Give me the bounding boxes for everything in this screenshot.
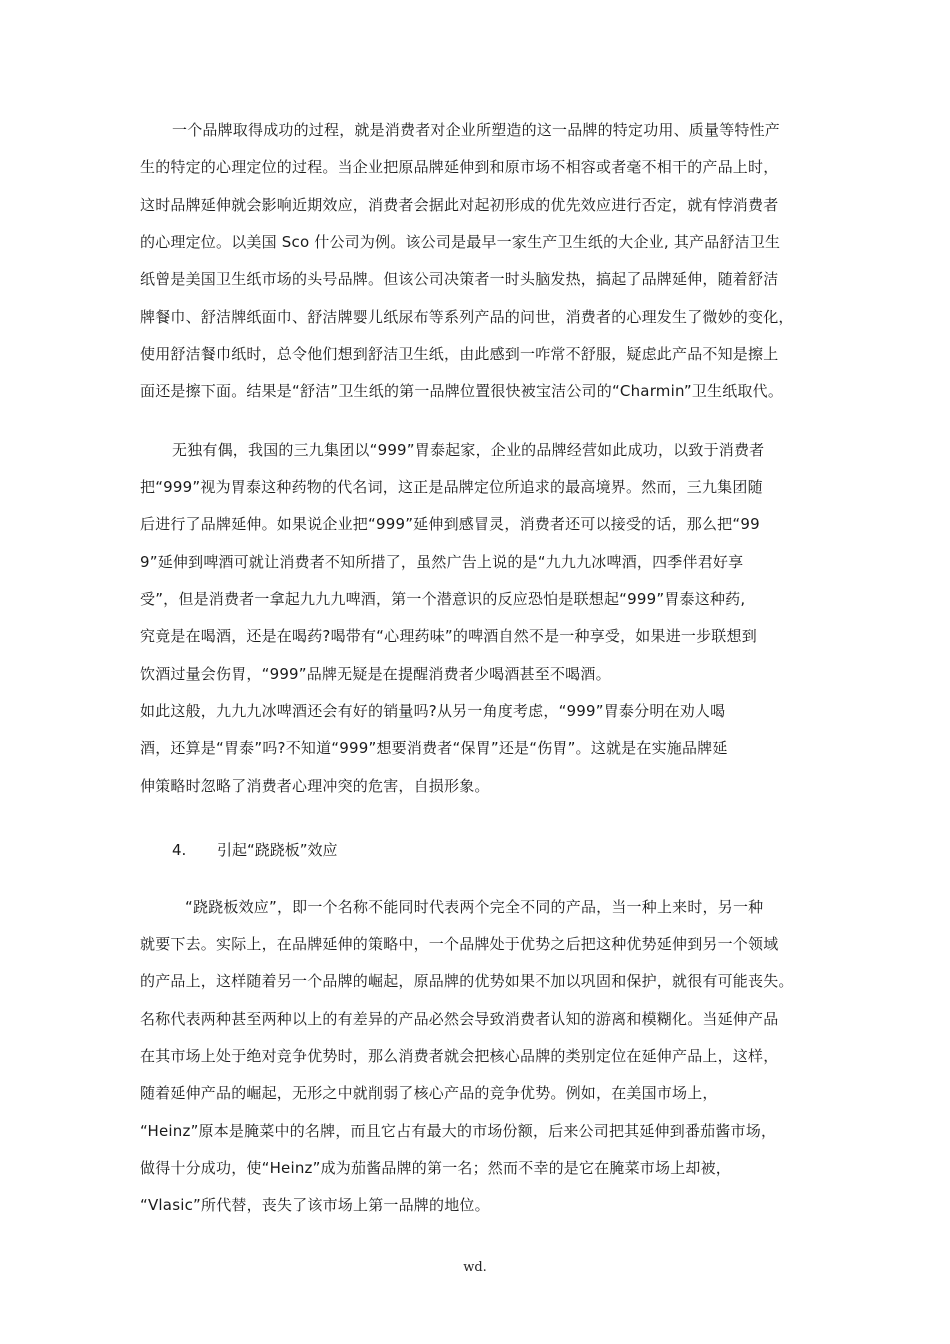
section-4-title: 引起“跷跷板”效应 [217,841,338,859]
paragraph-3-line-2: 就要下去。实际上，在品牌延伸的策略中，一个品牌处于优势之后把这种优势延伸到另一个领域 [140,935,779,953]
paragraph-1-line-2: 生的特定的心理定位的过程。当企业把原品牌延伸到和原市场不相容或者毫不相干的产品上时， [140,158,779,176]
paragraph-1-line-5: 纸曾是美国卫生纸市场的头号品牌。但该公司决策者一时头脑发热，搞起了品牌延伸，随着舒洁 [140,270,779,288]
paragraph-3-line-5: 在其市场上处于绝对竞争优势时，那么消费者就会把核心品牌的类别定位在延伸产品上，这样， [140,1047,779,1065]
paragraph-3-line-8: 做得十分成功，使“Heinz”成为茄酱品牌的第一名；然而不幸的是它在腌菜市场上却被， [140,1159,732,1177]
paragraph-2-line-6: 究竟是在喝酒，还是在喝药?喝带有“心理药味”的啤酒自然不是一种享受，如果进一步联想到 [140,627,757,645]
paragraph-3-line-7: “Heinz”原本是腌菜中的名牌，而且它占有最大的市场份额，后来公司把其延伸到番茄酱市场， [140,1122,777,1140]
paragraph-2-line-10: 伸策略时忽略了消费者心理冲突的危害，自损形象。 [140,777,490,795]
paragraph-1-line-8: 面还是擦下面。结果是“舒洁”卫生纸的第一品牌位置很快被宝洁公司的“Charmin”卫生纸取代。 [140,382,784,400]
paragraph-1-line-4: 的心理定位。以美国 Sco 什公司为例。该公司是最早一家生产卫生纸的大企业, 其产品舒洁卫生 [140,233,781,251]
paragraph-3-line-6: 随着延伸产品的崛起，无形之中就削弱了核心产品的竞争优势。例如，在美国市场上， [140,1084,718,1102]
paragraph-2-line-8: 如此这般，九九九冰啤酒还会有好的销量吗?从另一角度考虑，“999”胃泰分明在劝人喝 [140,702,726,720]
paragraph-1-line-1: 一个品牌取得成功的过程，就是消费者对企业所塑造的这一品牌的特定功用、质量等特性产 [172,121,781,139]
paragraph-3-line-1: “跷跷板效应”，即一个名称不能同时代表两个完全不同的产品，当一种上来时，另一种 [185,898,764,916]
paragraph-2-line-2: 把“999”视为胃泰这种药物的代名词，这正是品牌定位所追求的最高境界。然而，三九集团随 [140,478,763,496]
paragraph-2-line-9: 酒，还算是“胃泰”吗?不知道“999”想要消费者“保胃”还是“伤胃”。这就是在实施品牌延 [140,739,728,757]
section-4-number: 4. [172,841,187,859]
paragraph-3-line-4: 名称代表两种甚至两种以上的有差异的产品必然会导致消费者认知的游离和模糊化。当延伸产品 [140,1010,779,1028]
paragraph-2-line-3: 后进行了品牌延伸。如果说企业把“999”延伸到感冒灵，消费者还可以接受的话，那么把“99 [140,515,760,533]
paragraph-2-line-5: 受”，但是消费者一拿起九九九啤酒，第一个潜意识的反应恐怕是联想起“999”胃泰这种药, [140,590,746,608]
paragraph-3-line-3: 的产品上，这样随着另一个品牌的崛起，原品牌的优势如果不加以巩固和保护，就很有可能丧失。 [140,972,794,990]
paragraph-3-line-9: “Vlasic”所代替，丧失了该市场上第一品牌的地位。 [140,1196,490,1214]
paragraph-1-line-7: 使用舒洁餐巾纸时，总令他们想到舒洁卫生纸，由此感到一咋常不舒服，疑虑此产品不知是擦上 [140,345,779,363]
paragraph-2-line-1: 无独有偶，我国的三九集团以“999”胃泰起家，企业的品牌经营如此成功，以致于消费者 [172,441,765,459]
paragraph-2-line-4: 9”延伸到啤酒可就让消费者不知所措了，虽然广告上说的是“九九九冰啤酒，四季伴君好享 [140,553,744,571]
paragraph-1-line-3: 这时品牌延伸就会影响近期效应，消费者会据此对起初形成的优先效应进行否定，就有悖消费者 [140,196,779,214]
paragraph-2-line-7: 饮酒过量会伤胃，“999”品牌无疑是在提醒消费者少喝酒甚至不喝酒。 [140,665,611,683]
paragraph-1-line-6: 牌餐巾、舒洁牌纸面巾、舒洁牌婴儿纸尿布等系列产品的问世，消费者的心理发生了微妙的变化， [140,308,794,326]
page-footer: wd. [463,1260,487,1275]
